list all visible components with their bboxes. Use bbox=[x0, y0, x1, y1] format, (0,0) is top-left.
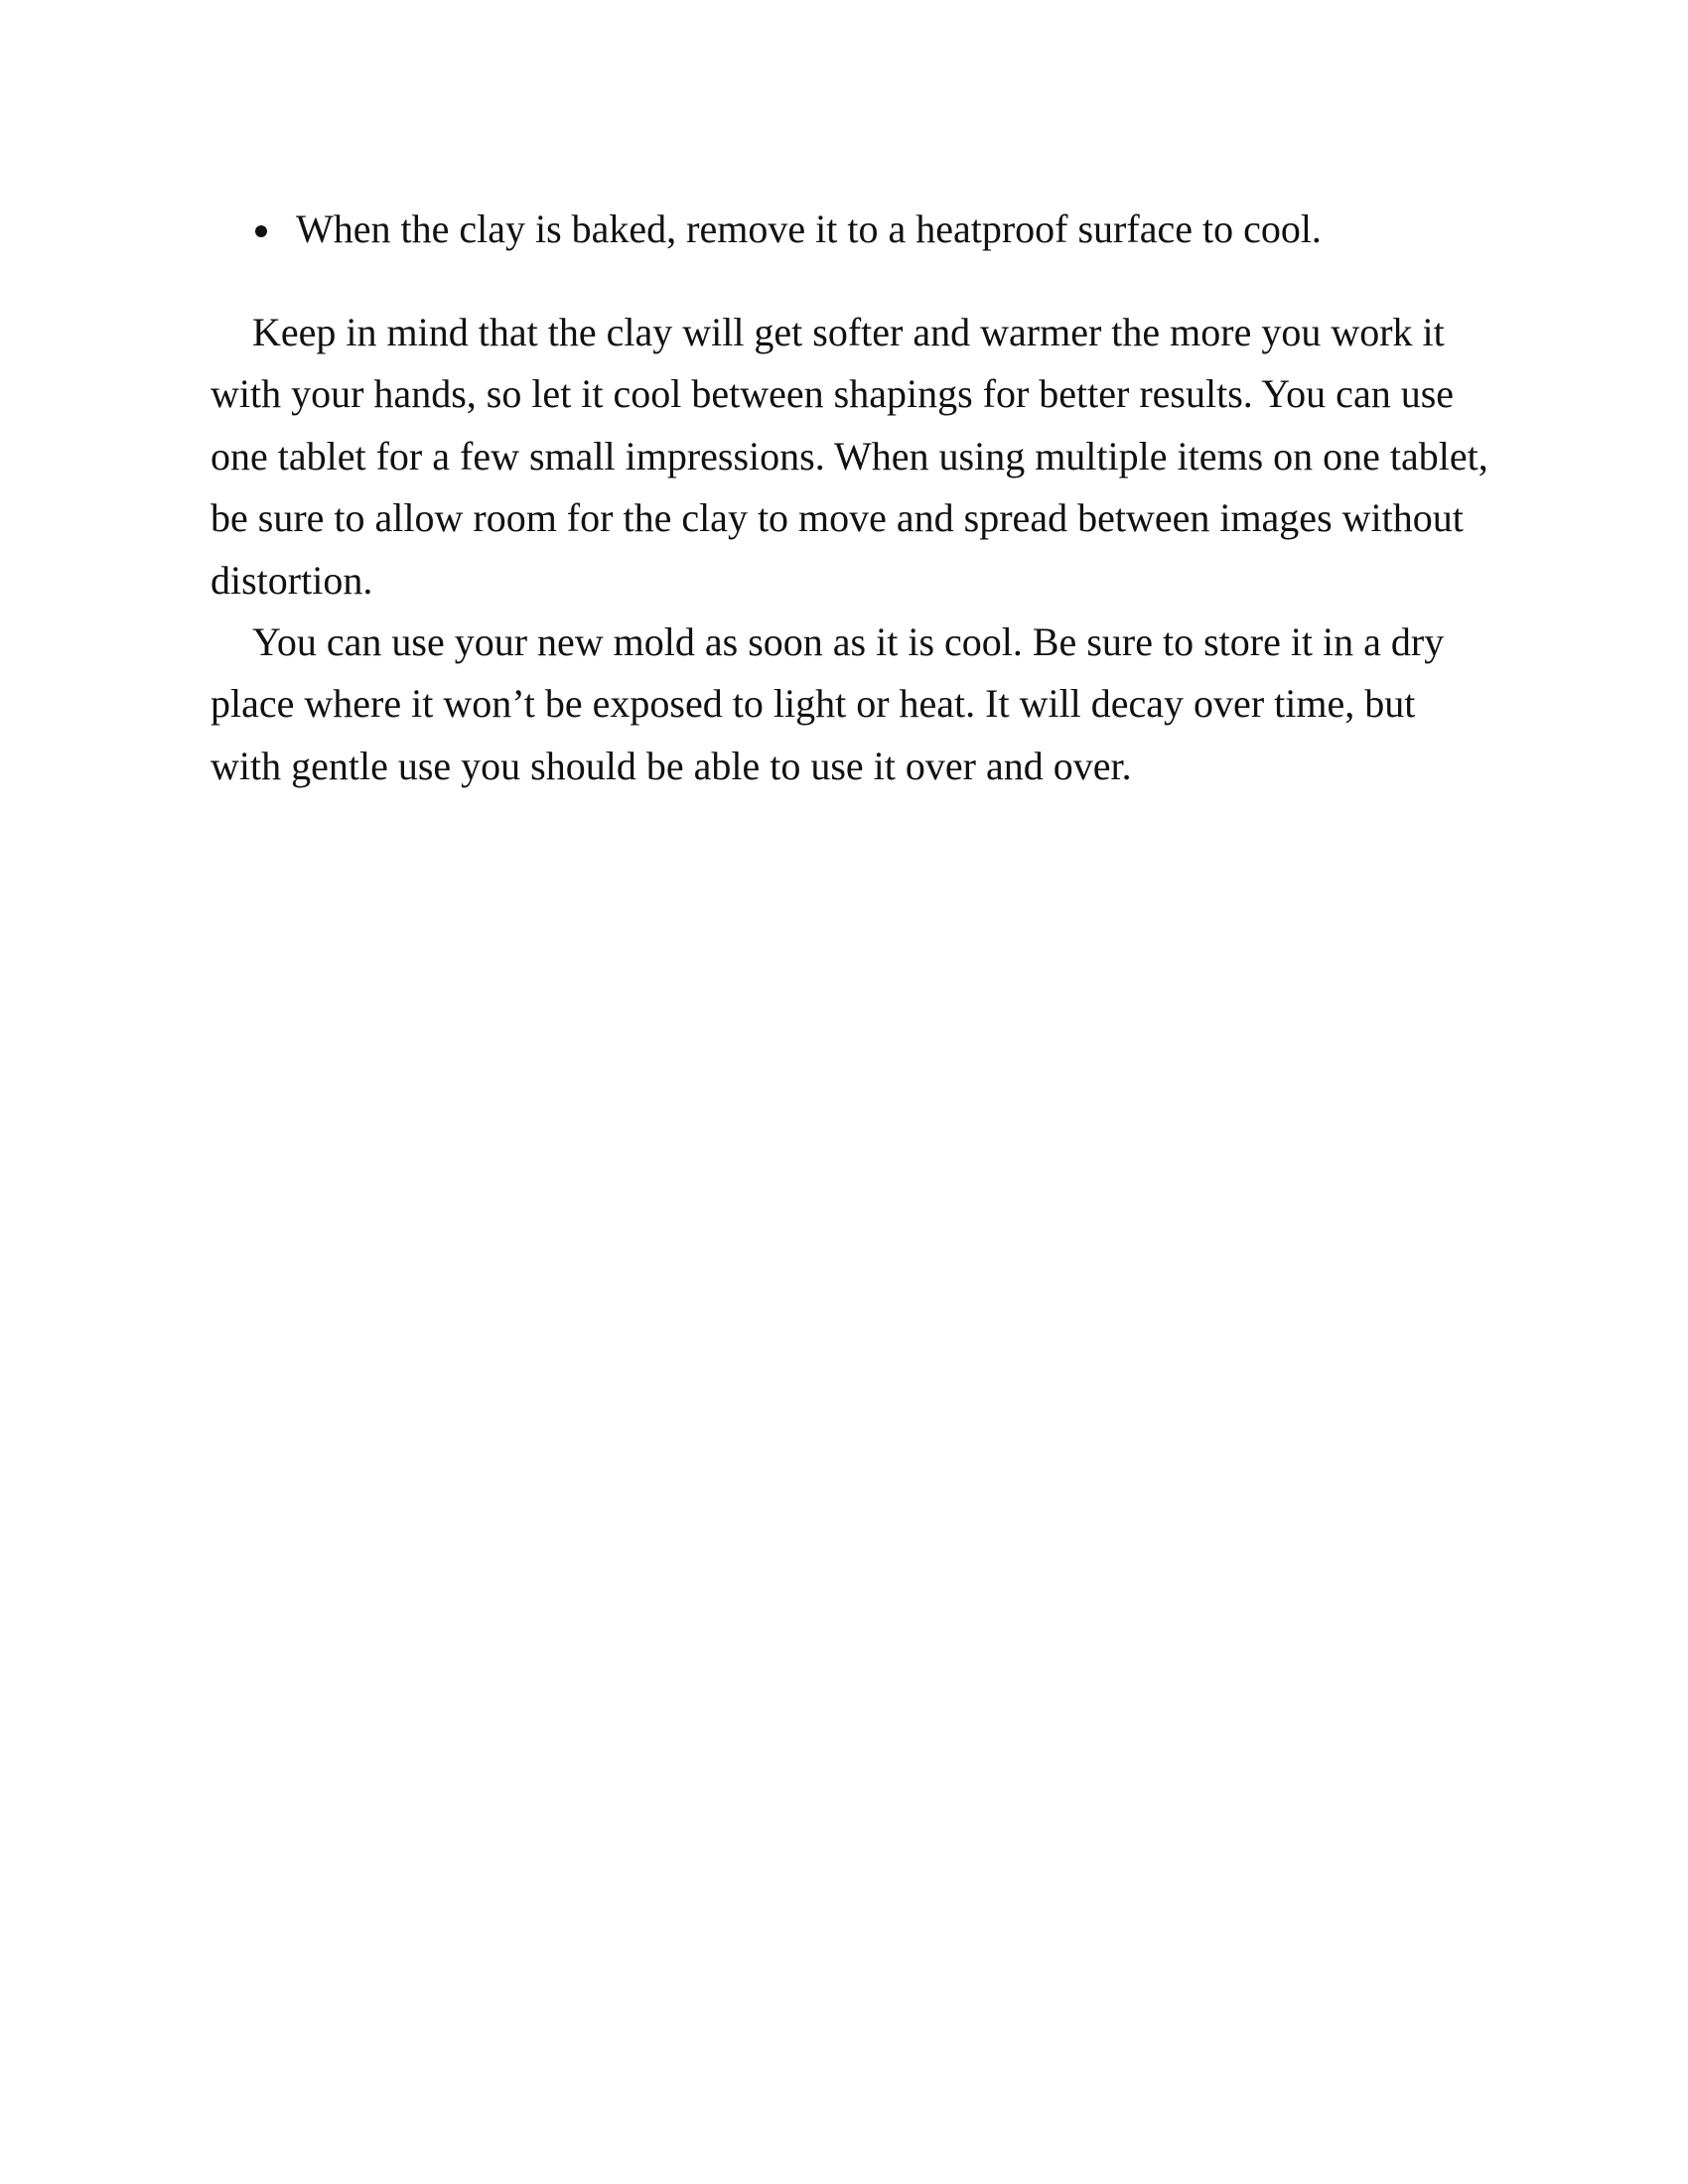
body-paragraph: Keep in mind that the clay will get softer and warmer the more you work it with your hands, so let it cool between shapings for better results. You can use one tablet for a few small impressions. When using multiple items on one tablet, be sure to allow room for the clay to move and spread between images without distortion. bbox=[211, 310, 1488, 603]
bullet-list bbox=[211, 199, 1491, 260]
document-page bbox=[211, 199, 1491, 797]
body-paragraph: You can use your new mold as soon as it is cool. Be sure to store it in a dry place where it won’t be exposed to light or heat. It will decay over time, but with gentle use you should be able to use it over and over. bbox=[211, 619, 1445, 788]
bullet-text: When the clay is baked, remove it to a heatproof surface to cool. bbox=[296, 206, 1322, 251]
bullet-icon bbox=[255, 225, 267, 237]
bullet-item bbox=[211, 199, 1491, 260]
